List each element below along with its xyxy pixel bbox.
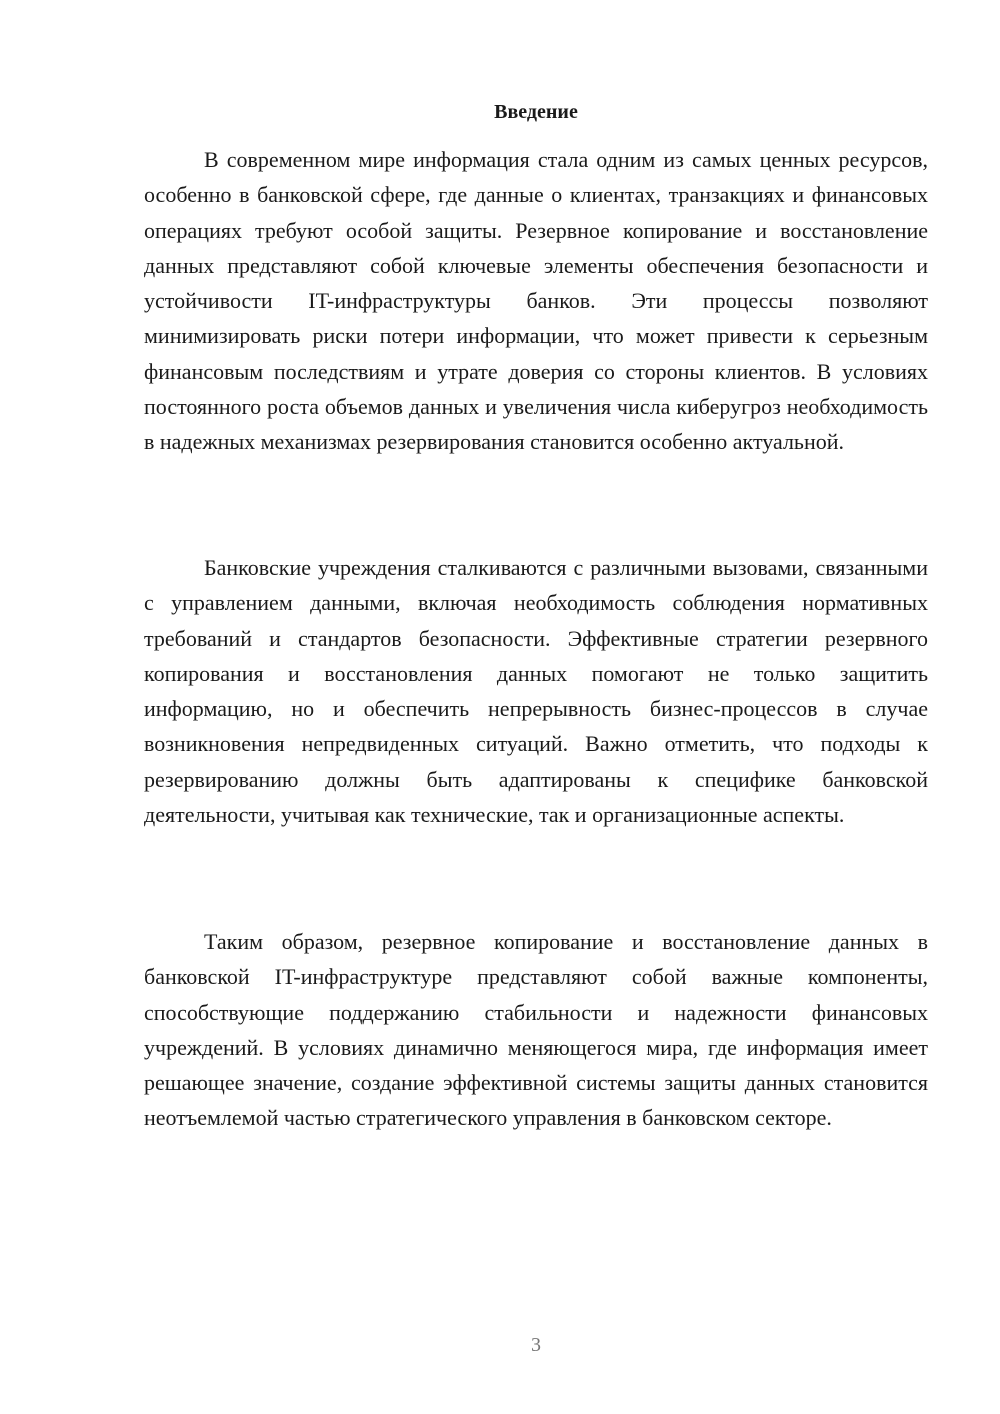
page-number: 3	[531, 1334, 541, 1356]
paragraph-1: В современном мире информация стала одним из самых ценных ресурсов, особенно в банковской сфере, где данные о клиентах, транзакциях и финансовых операциях требуют особой защиты. Резервное копирование и восстановление данных представляют собой ключевые элементы обеспечения безопасности и устойчивости IT-инфраструктуры банков. Эти процессы позволяют минимизировать риски потери информации, что может привести к серьезным финансовым последствиям и утрате доверия со стороны клиентов. В условиях постоянного роста объемов данных и увеличения числа киберугроз необходимость в надежных механизмах резервирования становится особенно актуальной.	[144, 147, 928, 455]
paragraph-2: Банковские учреждения сталкиваются с различными вызовами, связанными с управлением данными, включая необходимость соблюдения нормативных требований и стандартов безопасности. Эффективные стратегии резервного копирования и восстановления данных помогают не только защитить информацию, но и обеспечить непрерывность бизнес-процессов в случае возникновения непредвиденных ситуаций. Важно отметить, что подходы к резервированию должны быть адаптированы к специфике банковской деятельности, учитывая как технические, так и организационные аспекты.	[144, 555, 928, 828]
section-title: Введение	[494, 101, 578, 123]
paragraph-3: Таким образом, резервное копирование и восстановление данных в банковской IT-инфраструктуре представляют собой важные компоненты, способствующие поддержанию стабильности и надежности финансовых учреждений. В условиях динамично меняющегося мира, где информация имеет решающее значение, создание эффективной системы защиты данных становится неотъемлемой частью стратегического управления в банковском секторе.	[144, 929, 928, 1131]
